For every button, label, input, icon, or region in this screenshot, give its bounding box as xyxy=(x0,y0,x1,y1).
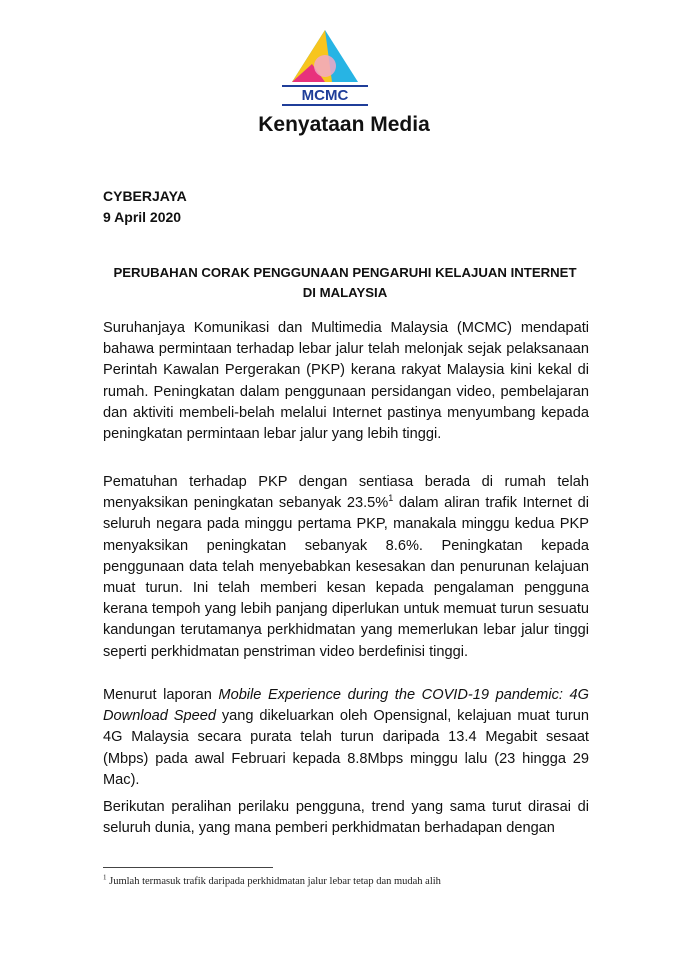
paragraph-3-text-a: Menurut laporan xyxy=(103,687,219,703)
dateline-place: CYBERJAYA xyxy=(103,188,187,204)
paragraph-1: Suruhanjaya Komunikasi dan Multimedia Malaysia (MCMC) mendapati bahawa permintaan terhadap lebar jalur telah melonjak sejak pelaksanaan Perintah Kawalan Pergerakan (PKP) kerana rakyat Malaysia kini kekal di rumah. Peningkatan dalam penggunaan persidangan video, pembelajaran dan aktiviti membeli-belah melalui Internet pastinya menyumbang kepada peningkatan permintaan lebar jalur yang lebih tinggi. xyxy=(103,320,589,443)
dateline-date: 9 April 2020 xyxy=(103,209,182,225)
paragraph-4: Berikutan peralihan perilaku pengguna, trend yang sama turut dirasai di seluruh dunia, yang mana pemberi perkhidmatan berhadapan dengan xyxy=(103,799,589,837)
footnote-marker: 1 xyxy=(103,873,107,882)
headline-line-1: PERUBAHAN CORAK PENGGUNAAN PENGARUHI KELAJUAN INTERNET xyxy=(113,265,577,280)
page-title: Kenyataan Media xyxy=(258,113,430,136)
logo-text: MCMC xyxy=(301,87,349,104)
dateline xyxy=(103,186,187,228)
paragraph-2-text-a: Pematuhan terhadap PKP dengan sentiasa berada di rumah telah menyaksikan peningkatan sebanyak 23.5% xyxy=(103,474,589,512)
paragraph-2 xyxy=(103,472,589,663)
mcmc-logo xyxy=(272,26,378,108)
paragraph-3 xyxy=(103,685,589,791)
report-title: Mobile Experience during the COVID-19 pandemic: 4G Download Speed xyxy=(103,687,589,725)
headline xyxy=(103,263,587,303)
footnote-divider xyxy=(103,867,273,868)
headline-line-2: DI MALAYSIA xyxy=(302,285,388,300)
paragraph-3-text-b: yang dikeluarkan oleh Opensignal, kelajuan muat turun 4G Malaysia secara purata telah turun daripada 13.4 Megabit sesaat (Mbps) pada awal Februari kepada 8.8Mbps minggu lalu (23 hingga 29 Mac). xyxy=(103,708,589,788)
paragraph-2-text-b: dalam aliran trafik Internet di seluruh negara pada minggu pertama PKP, manakala minggu kedua PKP menyaksikan peningkatan sebanyak 8.6%. Peningkatan kepada penggunaan data telah menyebabkan kesesakan dan penurunan kelajuan muat turun. Ini telah memberi kesan kepada pengalaman pengguna kerana tempoh yang lebih panjang diperlukan untuk memuat turun sesuatu kandungan terutamanya perkhidmatan yang memerlukan lebar jalur tinggi seperti perkhidmatan penstriman video berdefinisi tinggi. xyxy=(103,495,590,660)
footnote xyxy=(103,873,441,887)
footnote-text: Jumlah termasuk trafik daripada perkhidmatan jalur lebar tetap dan mudah alih xyxy=(106,876,441,887)
footnote-ref: 1 xyxy=(388,493,394,504)
